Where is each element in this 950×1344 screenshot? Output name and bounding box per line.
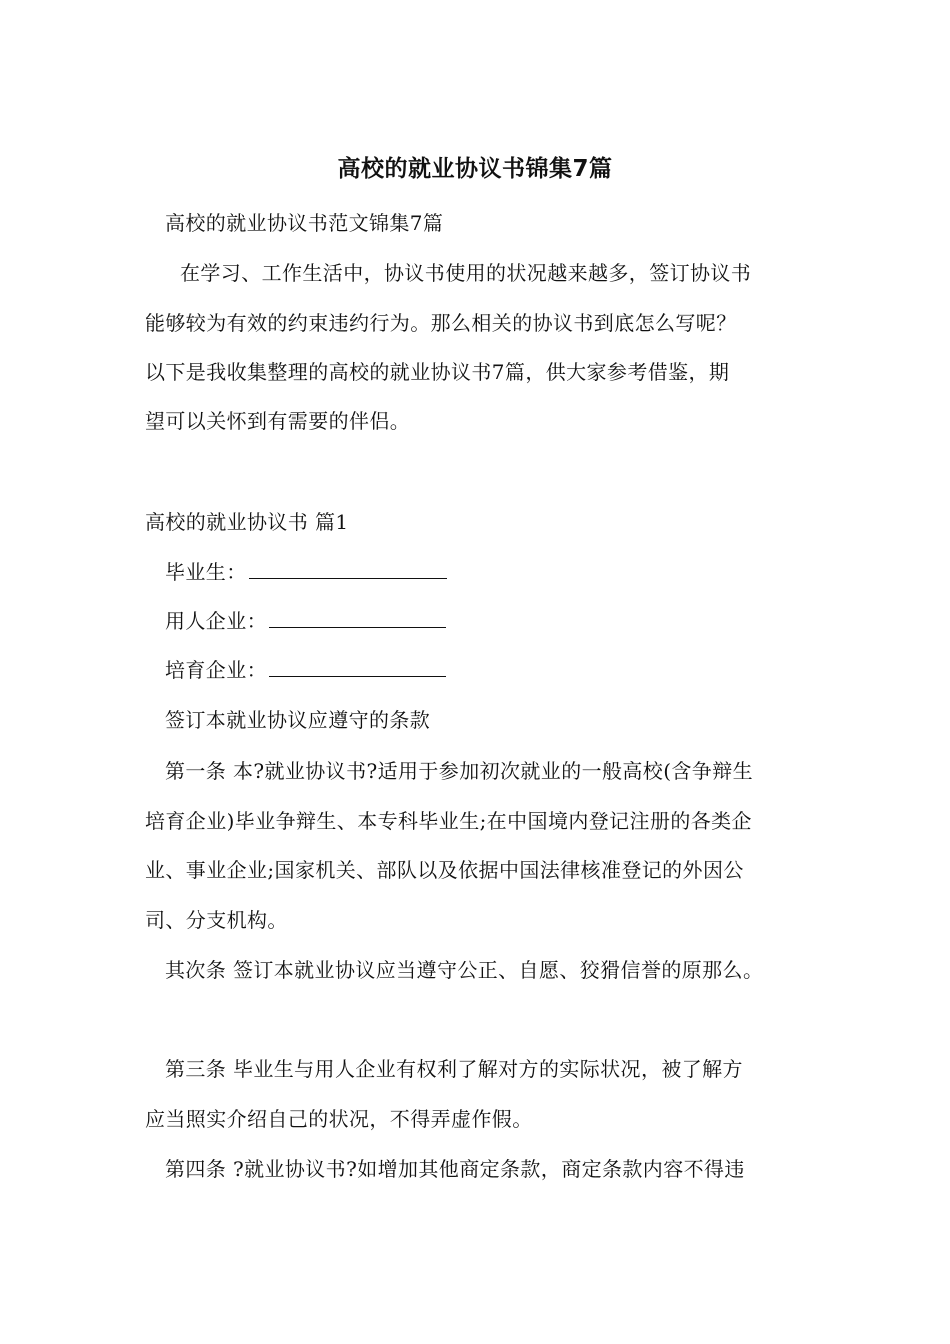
article3-line-1: 第三条 毕业生与用人企业有权利了解对方的实际状况，被了解方 <box>165 1057 743 1081</box>
article4-line-1: 第四条 ?就业协议书?如增加其他商定条款，商定条款内容不得违 <box>165 1157 745 1181</box>
training-unit-field <box>165 655 446 685</box>
subtitle: 高校的就业协议书范文锦集7篇 <box>165 211 444 235</box>
article1-line-4: 司、分支机构。 <box>145 908 288 932</box>
graduate-blank-line <box>249 558 447 579</box>
article1-line-1: 第一条 本?就业协议书?适用于参加初次就业的一般高校(含争辩生 <box>165 759 754 783</box>
employer-blank-line <box>269 607 446 628</box>
terms-heading: 签订本就业协议应遵守的条款 <box>165 708 431 732</box>
article3-line-2: 应当照实介绍自己的状况，不得弄虚作假。 <box>145 1107 533 1131</box>
intro-line-1: 在学习、工作生活中，协议书使用的状况越来越多，签订协议书 <box>180 261 752 285</box>
intro-line-3: 以下是我收集整理的高校的就业协议书7篇，供大家参考借鉴，期 <box>145 360 730 384</box>
intro-line-4: 望可以关怀到有需要的伴侣。 <box>145 409 411 433</box>
graduate-label: 毕业生： <box>165 560 247 584</box>
employer-label: 用人企业： <box>165 609 267 633</box>
graduate-field <box>165 557 447 587</box>
article2-line: 其次条 签订本就业协议应当遵守公正、自愿、狡猾信誉的原那么。 <box>165 958 764 982</box>
article1-line-3: 业、事业企业;国家机关、部队以及依据中国法律核准登记的外因公 <box>145 858 744 882</box>
article1-line-2: 培育企业)毕业争辩生、本专科毕业生;在中国境内登记注册的各类企 <box>145 809 752 833</box>
employer-field <box>165 606 446 636</box>
document-title: 高校的就业协议书锦集7篇 <box>337 156 613 182</box>
intro-line-2: 能够较为有效的约束违约行为。那么相关的协议书到底怎么写呢？ <box>145 311 737 335</box>
training-unit-label: 培育企业： <box>165 658 267 682</box>
section-heading: 高校的就业协议书 篇1 <box>145 510 349 534</box>
training-unit-blank-line <box>269 656 446 677</box>
